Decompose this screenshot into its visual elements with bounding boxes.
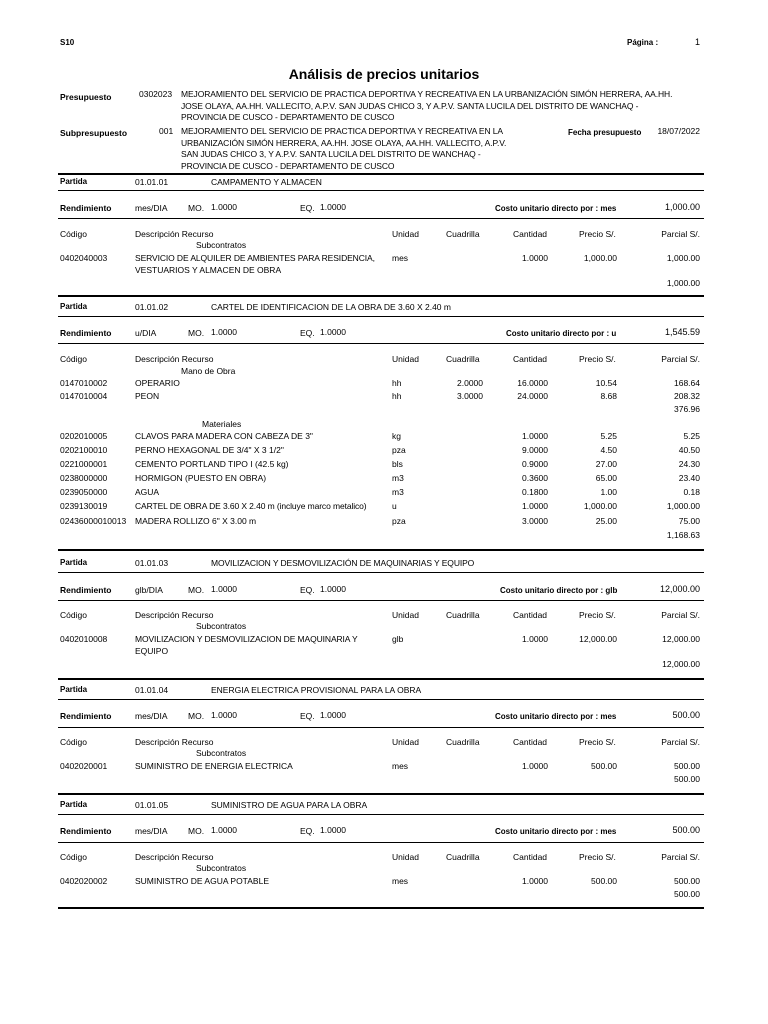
- resource-parcial: 168.64: [674, 378, 700, 388]
- resource-precio: 500.00: [591, 761, 617, 771]
- resource-description: VESTUARIOS Y ALMACEN DE OBRA: [135, 265, 282, 275]
- col-header-cantidad: Cantidad: [513, 229, 548, 239]
- section-divider: [58, 295, 704, 297]
- costo-unitario-label: Costo unitario directo por : glb: [500, 586, 618, 595]
- section-divider: [58, 699, 704, 700]
- fecha-presupuesto-label: Fecha presupuesto: [568, 128, 642, 137]
- col-header-parcial: Parcial S/.: [661, 229, 700, 239]
- eq-label: EQ.: [300, 826, 315, 836]
- presupuesto-code: 0302023: [139, 89, 173, 99]
- resource-parcial: 12,000.00: [662, 634, 700, 644]
- mo-label: MO.: [188, 826, 205, 836]
- resource-precio: 1,000.00: [583, 253, 617, 263]
- resource-unit: pza: [392, 445, 406, 455]
- col-header-parcial: Parcial S/.: [661, 737, 700, 747]
- col-header-cantidad: Cantidad: [513, 852, 548, 862]
- section-divider: [58, 793, 704, 795]
- resource-precio: 1.00: [600, 487, 617, 497]
- resource-precio: 65.00: [595, 473, 617, 483]
- resource-description: PERNO HEXAGONAL DE 3/4" X 3 1/2": [135, 445, 284, 455]
- resource-cantidad: 1.0000: [522, 761, 548, 771]
- partida-code: 01.01.05: [135, 800, 169, 810]
- resource-description: OPERARIO: [135, 378, 180, 388]
- rendimiento-unit: u/DIA: [135, 328, 157, 338]
- col-header-cantidad: Cantidad: [513, 610, 548, 620]
- partida-label: Partida: [60, 177, 88, 186]
- costo-unitario-value: 500.00: [672, 825, 700, 835]
- costo-unitario-label: Costo unitario directo por : mes: [495, 712, 617, 721]
- page-label: Página :: [627, 38, 659, 47]
- costo-unitario-value: 500.00: [672, 710, 700, 720]
- partida-name: CARTEL DE IDENTIFICACION DE LA OBRA DE 3.60 X 2.40 m: [211, 302, 451, 312]
- mo-value: 1.0000: [211, 584, 237, 594]
- col-header-descripcion: Descripción Recurso: [135, 354, 214, 364]
- resource-code: 0402040003: [60, 253, 108, 263]
- col-header-codigo: Código: [60, 737, 87, 747]
- partida-label: Partida: [60, 558, 88, 567]
- subpresupuesto-description: MEJORAMIENTO DEL SERVICIO DE PRACTICA DEPORTIVA Y RECREATIVA EN LA URBANIZACIÓN SIMÓN HERRERA, AA.HH. JOSE OLAYA, AA.HH. VALLECITO, A.P.V. SAN JUDAS CHICO 3, Y A.P.V. SANTA LUCILA DEL DISTRITO DE WANCHAQ - PROVINCIA DE CUSCO - DEPARTAMENTO DE CUSCO: [181, 126, 507, 172]
- partida-code: 01.01.02: [135, 302, 169, 312]
- mo-value: 1.0000: [211, 710, 237, 720]
- resource-group-label: Subcontratos: [196, 240, 247, 250]
- resource-unit: hh: [392, 378, 402, 388]
- resource-code: 0239130019: [60, 501, 108, 511]
- section-divider: [58, 572, 704, 573]
- partida-label: Partida: [60, 800, 88, 809]
- resource-description: PEON: [135, 391, 160, 401]
- costo-unitario-value: 1,545.59: [664, 327, 700, 337]
- resource-precio: 5.25: [600, 431, 617, 441]
- page-number: 1: [694, 37, 700, 47]
- resource-code: 0147010002: [60, 378, 108, 388]
- costo-unitario-value: 12,000.00: [659, 584, 700, 594]
- section-divider: [58, 343, 704, 344]
- eq-value: 1.0000: [320, 825, 346, 835]
- resource-cuadrilla: 3.0000: [457, 391, 483, 401]
- col-header-cantidad: Cantidad: [513, 354, 548, 364]
- partida-total: 1,000.00: [666, 278, 700, 288]
- presupuesto-description: MEJORAMIENTO DEL SERVICIO DE PRACTICA DEPORTIVA Y RECREATIVA EN LA URBANIZACIÓN SIMÓN HERRERA, AA.HH. JOSE OLAYA, AA.HH. VALLECITO, A.P.V. SAN JUDAS CHICO 3, Y A.P.V. SANTA LUCILA DEL DISTRITO DE WANCHAQ - PROVINCIA DE CUSCO - DEPARTAMENTO DE CUSCO: [181, 89, 673, 122]
- partida-name: CAMPAMENTO Y ALMACEN: [211, 177, 322, 187]
- eq-value: 1.0000: [320, 202, 346, 212]
- resource-description: EQUIPO: [135, 646, 169, 656]
- partida-code: 01.01.03: [135, 558, 169, 568]
- col-header-cantidad: Cantidad: [513, 737, 548, 747]
- rendimiento-label: Rendimiento: [60, 711, 112, 721]
- col-header-descripcion: Descripción Recurso: [135, 229, 214, 239]
- section-divider: [58, 600, 704, 601]
- col-header-codigo: Código: [60, 229, 87, 239]
- resource-unit: hh: [392, 391, 402, 401]
- costo-unitario-label: Costo unitario directo por : mes: [495, 204, 617, 213]
- resource-description: MADERA ROLLIZO 6" X 3.00 m: [135, 516, 257, 526]
- section-divider: [58, 842, 704, 843]
- resource-precio: 25.00: [595, 516, 617, 526]
- resource-unit: pza: [392, 516, 406, 526]
- resource-precio: 500.00: [591, 876, 617, 886]
- col-header-cuadrilla: Cuadrilla: [446, 852, 480, 862]
- costo-unitario-label: Costo unitario directo por : mes: [495, 827, 617, 836]
- resource-parcial: 40.50: [678, 445, 700, 455]
- resource-parcial: 208.32: [674, 391, 700, 401]
- col-header-parcial: Parcial S/.: [661, 354, 700, 364]
- resource-description: CARTEL DE OBRA DE 3.60 X 2.40 m (incluye marco metalico): [135, 501, 367, 511]
- rendimiento-label: Rendimiento: [60, 826, 112, 836]
- resource-group-label: Materiales: [202, 419, 242, 429]
- col-header-precio: Precio S/.: [579, 354, 616, 364]
- resource-description: SERVICIO DE ALQUILER DE AMBIENTES PARA RESIDENCIA,: [135, 253, 375, 263]
- resource-unit: m3: [392, 487, 404, 497]
- col-header-precio: Precio S/.: [579, 737, 616, 747]
- section-divider: [58, 727, 704, 728]
- resource-description: SUMINISTRO DE ENERGIA ELECTRICA: [135, 761, 293, 771]
- resource-group-label: Subcontratos: [196, 748, 247, 758]
- eq-value: 1.0000: [320, 584, 346, 594]
- rendimiento-unit: mes/DIA: [135, 203, 168, 213]
- resource-cantidad: 1.0000: [522, 501, 548, 511]
- mo-label: MO.: [188, 328, 205, 338]
- col-header-descripcion: Descripción Recurso: [135, 737, 214, 747]
- rendimiento-unit: mes/DIA: [135, 711, 168, 721]
- resource-parcial: 1,000.00: [666, 501, 700, 511]
- col-header-parcial: Parcial S/.: [661, 610, 700, 620]
- resource-code: 0238000000: [60, 473, 108, 483]
- rendimiento-unit: glb/DIA: [135, 585, 163, 595]
- group-subtotal: 1,168.63: [666, 530, 700, 540]
- resource-parcial: 500.00: [674, 761, 700, 771]
- col-header-precio: Precio S/.: [579, 229, 616, 239]
- rendimiento-label: Rendimiento: [60, 203, 112, 213]
- col-header-unidad: Unidad: [392, 229, 419, 239]
- resource-cuadrilla: 2.0000: [457, 378, 483, 388]
- resource-description: MOVILIZACION Y DESMOVILIZACION DE MAQUINARIA Y: [135, 634, 358, 644]
- section-divider: [58, 173, 704, 175]
- col-header-codigo: Código: [60, 852, 87, 862]
- eq-label: EQ.: [300, 711, 315, 721]
- resource-cantidad: 1.0000: [522, 253, 548, 263]
- resource-code: 0402020002: [60, 876, 108, 886]
- col-header-precio: Precio S/.: [579, 852, 616, 862]
- resource-precio: 10.54: [595, 378, 617, 388]
- partida-label: Partida: [60, 685, 88, 694]
- col-header-codigo: Código: [60, 354, 87, 364]
- resource-description: AGUA: [135, 487, 160, 497]
- section-divider: [58, 678, 704, 680]
- resource-group-label: Subcontratos: [196, 621, 247, 631]
- costo-unitario-value: 1,000.00: [664, 202, 700, 212]
- partida-total: 500.00: [674, 889, 700, 899]
- resource-parcial: 500.00: [674, 876, 700, 886]
- subpresupuesto-label: Subpresupuesto: [60, 128, 128, 138]
- partida-code: 01.01.04: [135, 685, 169, 695]
- resource-cantidad: 9.0000: [522, 445, 548, 455]
- resource-parcial: 0.18: [683, 487, 700, 497]
- section-divider: [58, 549, 704, 551]
- mo-label: MO.: [188, 585, 205, 595]
- resource-parcial: 5.25: [683, 431, 700, 441]
- resource-code: 0147010004: [60, 391, 108, 401]
- fecha-presupuesto: 18/07/2022: [657, 126, 700, 136]
- resource-cantidad: 1.0000: [522, 431, 548, 441]
- presupuesto-label: Presupuesto: [60, 92, 112, 102]
- col-header-unidad: Unidad: [392, 852, 419, 862]
- eq-label: EQ.: [300, 328, 315, 338]
- resource-cantidad: 0.3600: [522, 473, 548, 483]
- resource-cantidad: 0.1800: [522, 487, 548, 497]
- mo-label: MO.: [188, 203, 205, 213]
- partida-name: ENERGIA ELECTRICA PROVISIONAL PARA LA OBRA: [211, 685, 422, 695]
- eq-label: EQ.: [300, 585, 315, 595]
- resource-unit: u: [392, 501, 397, 511]
- subpresupuesto-code: 001: [159, 126, 174, 136]
- section-divider: [58, 814, 704, 815]
- section-divider: [58, 218, 704, 219]
- resource-precio: 8.68: [600, 391, 617, 401]
- resource-code: 0202010005: [60, 431, 108, 441]
- resource-code: 0402010008: [60, 634, 108, 644]
- col-header-unidad: Unidad: [392, 610, 419, 620]
- col-header-cuadrilla: Cuadrilla: [446, 354, 480, 364]
- resource-code: 0202100010: [60, 445, 108, 455]
- mo-label: MO.: [188, 711, 205, 721]
- resource-precio: 4.50: [600, 445, 617, 455]
- resource-description: SUMINISTRO DE AGUA POTABLE: [135, 876, 269, 886]
- resource-code: 02436000010013: [60, 516, 127, 526]
- resource-parcial: 1,000.00: [666, 253, 700, 263]
- rendimiento-label: Rendimiento: [60, 585, 112, 595]
- resource-description: CEMENTO PORTLAND TIPO I (42.5 kg): [135, 459, 289, 469]
- eq-value: 1.0000: [320, 710, 346, 720]
- rendimiento-label: Rendimiento: [60, 328, 112, 338]
- col-header-unidad: Unidad: [392, 354, 419, 364]
- partida-total: 12,000.00: [662, 659, 700, 669]
- col-header-descripcion: Descripción Recurso: [135, 852, 214, 862]
- section-divider: [58, 190, 704, 191]
- section-divider: [58, 907, 704, 909]
- mo-value: 1.0000: [211, 327, 237, 337]
- resource-unit: mes: [392, 876, 409, 886]
- resource-cantidad: 24.0000: [517, 391, 548, 401]
- col-header-cuadrilla: Cuadrilla: [446, 737, 480, 747]
- partida-code: 01.01.01: [135, 177, 169, 187]
- resource-cantidad: 1.0000: [522, 634, 548, 644]
- col-header-precio: Precio S/.: [579, 610, 616, 620]
- resource-description: CLAVOS PARA MADERA CON CABEZA DE 3": [135, 431, 313, 441]
- resource-unit: mes: [392, 253, 409, 263]
- costo-unitario-label: Costo unitario directo por : u: [506, 329, 617, 338]
- resource-description: HORMIGON (PUESTO EN OBRA): [135, 473, 267, 483]
- resource-parcial: 75.00: [678, 516, 700, 526]
- resource-unit: mes: [392, 761, 409, 771]
- resource-precio: 1,000.00: [583, 501, 617, 511]
- eq-value: 1.0000: [320, 327, 346, 337]
- resource-cantidad: 16.0000: [517, 378, 548, 388]
- resource-group-label: Subcontratos: [196, 863, 247, 873]
- resource-parcial: 23.40: [678, 473, 700, 483]
- resource-cantidad: 0.9000: [522, 459, 548, 469]
- partida-label: Partida: [60, 302, 88, 311]
- mo-value: 1.0000: [211, 825, 237, 835]
- resource-cantidad: 3.0000: [522, 516, 548, 526]
- partida-name: MOVILIZACION Y DESMOVILIZACIÓN DE MAQUINARIAS Y EQUIPO: [211, 558, 475, 568]
- resource-code: 0221000001: [60, 459, 108, 469]
- resource-unit: m3: [392, 473, 404, 483]
- resource-unit: bls: [392, 459, 403, 469]
- group-subtotal: 376.96: [674, 404, 700, 414]
- col-header-unidad: Unidad: [392, 737, 419, 747]
- col-header-codigo: Código: [60, 610, 87, 620]
- section-divider: [58, 316, 704, 317]
- col-header-parcial: Parcial S/.: [661, 852, 700, 862]
- resource-unit: glb: [392, 634, 404, 644]
- col-header-cuadrilla: Cuadrilla: [446, 610, 480, 620]
- eq-label: EQ.: [300, 203, 315, 213]
- resource-cantidad: 1.0000: [522, 876, 548, 886]
- partida-name: SUMINISTRO DE AGUA PARA LA OBRA: [211, 800, 368, 810]
- col-header-descripcion: Descripción Recurso: [135, 610, 214, 620]
- resource-precio: 27.00: [595, 459, 617, 469]
- partida-total: 500.00: [674, 774, 700, 784]
- resource-unit: kg: [392, 431, 401, 441]
- resource-precio: 12,000.00: [579, 634, 617, 644]
- resource-code: 0239050000: [60, 487, 108, 497]
- resource-group-label: Mano de Obra: [181, 366, 236, 376]
- page-title: Análisis de precios unitarios: [288, 66, 480, 82]
- rendimiento-unit: mes/DIA: [135, 826, 168, 836]
- resource-parcial: 24.30: [678, 459, 700, 469]
- col-header-cuadrilla: Cuadrilla: [446, 229, 480, 239]
- resource-code: 0402020001: [60, 761, 108, 771]
- mo-value: 1.0000: [211, 202, 237, 212]
- report-code: S10: [60, 38, 75, 47]
